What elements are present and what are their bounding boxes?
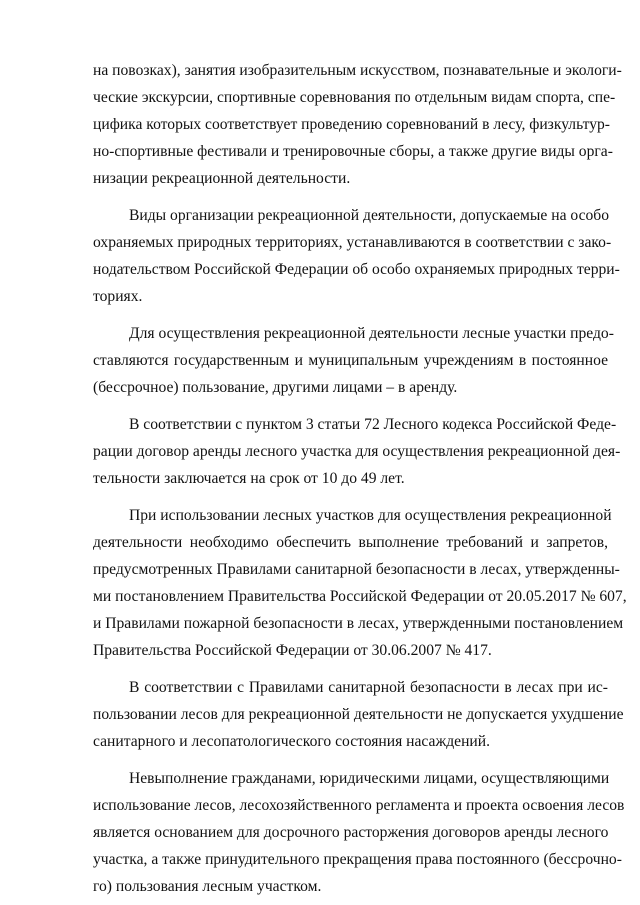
paragraph (93, 57, 622, 192)
paragraph-gap (93, 664, 608, 674)
document-body (93, 57, 627, 900)
paragraph (93, 202, 620, 310)
text-line: тельности заключается на срок от 10 до 49 лет. (93, 470, 405, 487)
text-line: ставляются государственным и муниципальным учреждениям в постоянное (93, 352, 608, 369)
paragraph (93, 674, 624, 755)
text-line: низации рекреационной деятельности. (93, 170, 351, 187)
paragraph (93, 411, 621, 492)
text-line: ми постановлением Правительства Российской Федерации от 20.05.2017 № 607, (93, 588, 627, 605)
paragraph (93, 502, 627, 664)
text-line: Для осуществления рекреационной деятельности лесные участки предо- (129, 325, 614, 342)
text-line: участка, а также принудительного прекращения права постоянного (бессрочно- (93, 851, 622, 868)
text-line: деятельности необходимо обеспечить выполнение требований и запретов, (93, 534, 608, 551)
text-line: Невыполнение гражданами, юридическими лицами, осуществляющими (129, 770, 610, 787)
text-line: предусмотренных Правилами санитарной безопасности в лесах, утвержденны- (93, 561, 620, 578)
text-line: является основанием для досрочного расторжения договоров аренды лесного (93, 824, 609, 841)
paragraph-gap (93, 192, 608, 202)
paragraph-gap (93, 310, 608, 320)
text-line: го) пользования лесным участком. (93, 878, 322, 895)
paragraph (93, 765, 625, 900)
text-line: В соответствии с Правилами санитарной безопасности в лесах при ис- (129, 679, 608, 696)
text-line: нодательством Российской Федерации об особо охраняемых природных терри- (93, 261, 620, 278)
text-line: Правительства Российской Федерации от 30.06.2007 № 417. (93, 642, 492, 659)
text-line: ческие экскурсии, спортивные соревнования по отдельным видам спорта, спе- (93, 89, 616, 106)
text-line: ториях. (93, 288, 143, 305)
text-line: и Правилами пожарной безопасности в лесах, утвержденными постановлением (93, 615, 624, 632)
text-line: охраняемых природных территориях, устанавливаются в соответствии с зако- (93, 234, 612, 251)
paragraph-gap (93, 755, 608, 765)
text-line: пользовании лесов для рекреационной деятельности не допускается ухудшение (93, 706, 624, 723)
text-line: санитарного и лесопатологического состояния насаждений. (93, 733, 491, 750)
paragraph-gap (93, 492, 608, 502)
text-line: на повозках), занятия изобразительным искусством, познавательные и экологи- (93, 62, 622, 79)
text-line: рации договор аренды лесного участка для осуществления рекреационной дея- (93, 443, 621, 460)
text-line: При использовании лесных участков для осуществления рекреационной (129, 507, 612, 524)
text-line: использование лесов, лесохозяйственного регламента и проекта освоения лесов (93, 797, 625, 814)
text-line: Виды организации рекреационной деятельности, допускаемые на особо (129, 207, 610, 224)
paragraph-gap (93, 401, 608, 411)
text-line: цифика которых соответствует проведению соревнований в лесу, физкультур- (93, 116, 611, 133)
text-line: но-спортивные фестивали и тренировочные сборы, а также другие виды орга- (93, 143, 613, 160)
text-line: (бессрочное) пользование, другими лицами – в аренду. (93, 379, 458, 396)
text-line: В соответствии с пунктом 3 статьи 72 Лесного кодекса Российской Феде- (129, 416, 617, 433)
paragraph (93, 320, 614, 401)
